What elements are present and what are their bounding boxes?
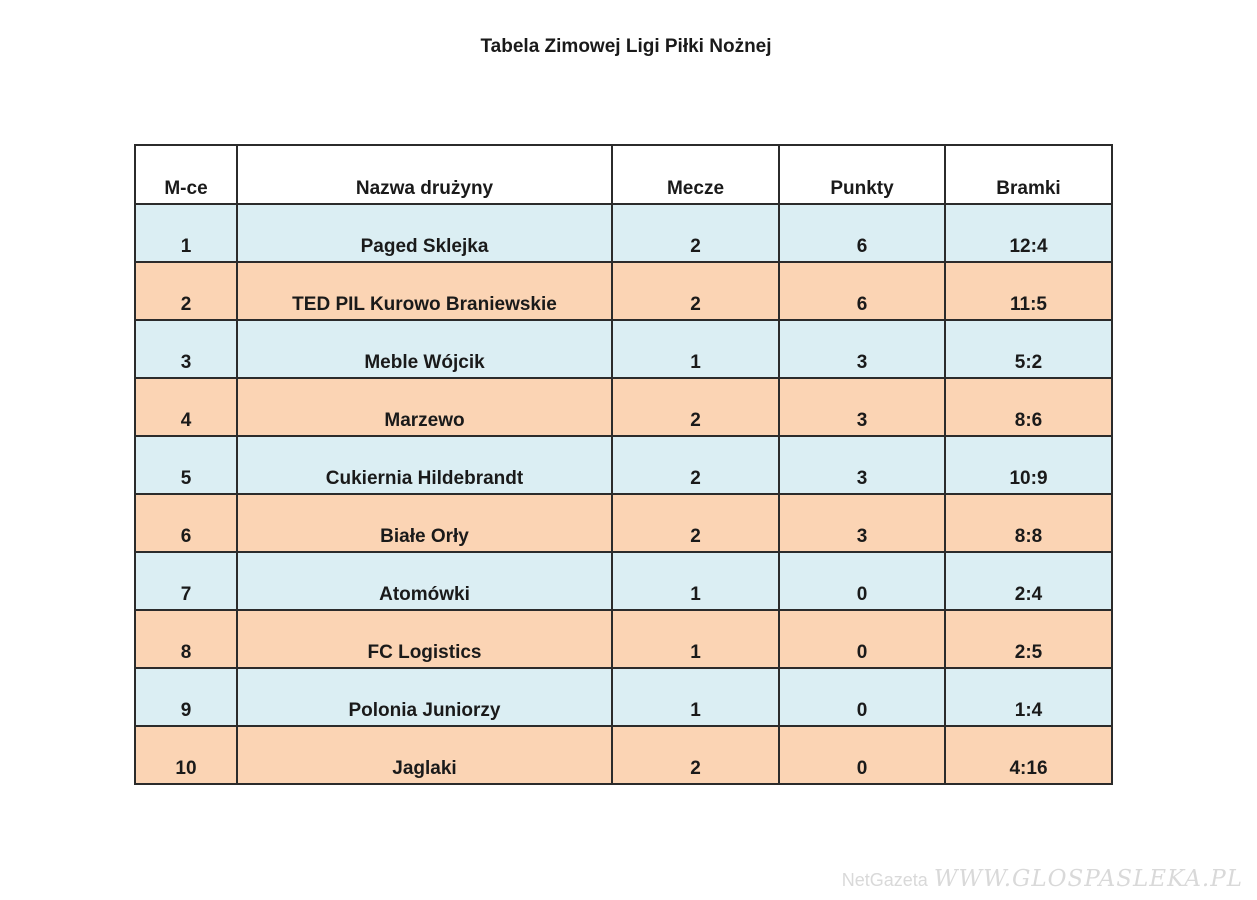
cell-matches: 2 — [612, 494, 779, 552]
cell-goals: 10:9 — [945, 436, 1112, 494]
league-table — [134, 144, 1113, 785]
header-team: Nazwa drużyny — [237, 145, 612, 204]
cell-matches: 2 — [612, 436, 779, 494]
cell-matches: 1 — [612, 552, 779, 610]
table-row — [135, 378, 1112, 436]
cell-goals: 1:4 — [945, 668, 1112, 726]
header-goals: Bramki — [945, 145, 1112, 204]
page-title: Tabela Zimowej Ligi Piłki Nożnej — [480, 36, 772, 57]
cell-matches: 2 — [612, 378, 779, 436]
table-row — [135, 610, 1112, 668]
cell-matches: 1 — [612, 610, 779, 668]
cell-goals: 2:4 — [945, 552, 1112, 610]
table-row — [135, 726, 1112, 784]
cell-team: FC Logistics — [237, 610, 612, 668]
cell-goals: 11:5 — [945, 262, 1112, 320]
cell-team: TED PIL Kurowo Braniewskie — [237, 262, 612, 320]
cell-points: 0 — [779, 552, 945, 610]
table-row — [135, 552, 1112, 610]
cell-matches: 2 — [612, 204, 779, 262]
cell-matches: 1 — [612, 668, 779, 726]
cell-goals: 12:4 — [945, 204, 1112, 262]
table-row — [135, 494, 1112, 552]
table-row — [135, 204, 1112, 262]
cell-points: 3 — [779, 436, 945, 494]
cell-team: Paged Sklejka — [237, 204, 612, 262]
cell-team: Jaglaki — [237, 726, 612, 784]
cell-position: 6 — [135, 494, 237, 552]
table-row — [135, 320, 1112, 378]
cell-goals: 2:5 — [945, 610, 1112, 668]
watermark-brand: NetGazeta — [841, 870, 928, 890]
cell-goals: 8:8 — [945, 494, 1112, 552]
cell-points: 0 — [779, 610, 945, 668]
cell-goals: 8:6 — [945, 378, 1112, 436]
table-row — [135, 436, 1112, 494]
cell-goals: 5:2 — [945, 320, 1112, 378]
cell-position: 3 — [135, 320, 237, 378]
cell-position: 2 — [135, 262, 237, 320]
watermark-site: WWW.GLOSPASLEKA.PL — [933, 866, 1243, 892]
cell-points: 0 — [779, 726, 945, 784]
table-row — [135, 668, 1112, 726]
cell-position: 8 — [135, 610, 237, 668]
cell-matches: 2 — [612, 262, 779, 320]
cell-points: 3 — [779, 378, 945, 436]
watermark — [842, 866, 1243, 892]
table-header-row — [135, 145, 1112, 204]
cell-position: 10 — [135, 726, 237, 784]
header-matches: Mecze — [612, 145, 779, 204]
cell-position: 1 — [135, 204, 237, 262]
cell-points: 3 — [779, 320, 945, 378]
cell-goals: 4:16 — [945, 726, 1112, 784]
cell-matches: 1 — [612, 320, 779, 378]
cell-points: 0 — [779, 668, 945, 726]
cell-team: Meble Wójcik — [237, 320, 612, 378]
cell-team: Białe Orły — [237, 494, 612, 552]
cell-team: Polonia Juniorzy — [237, 668, 612, 726]
table-row — [135, 262, 1112, 320]
cell-points: 6 — [779, 262, 945, 320]
header-points: Punkty — [779, 145, 945, 204]
cell-position: 4 — [135, 378, 237, 436]
cell-team: Atomówki — [237, 552, 612, 610]
cell-points: 3 — [779, 494, 945, 552]
cell-team: Cukiernia Hildebrandt — [237, 436, 612, 494]
cell-points: 6 — [779, 204, 945, 262]
cell-position: 7 — [135, 552, 237, 610]
header-position: M-ce — [135, 145, 237, 204]
cell-position: 5 — [135, 436, 237, 494]
cell-position: 9 — [135, 668, 237, 726]
cell-matches: 2 — [612, 726, 779, 784]
cell-team: Marzewo — [237, 378, 612, 436]
